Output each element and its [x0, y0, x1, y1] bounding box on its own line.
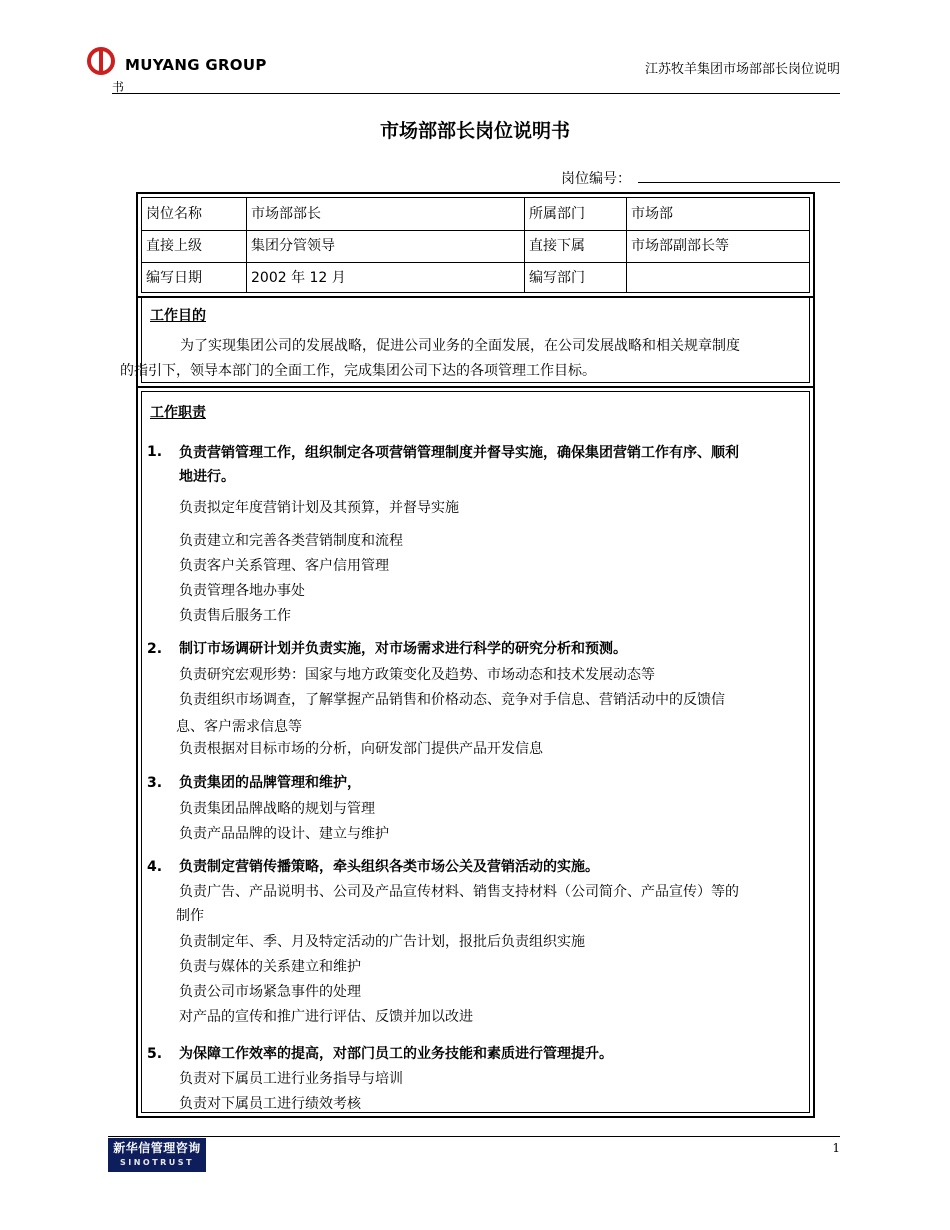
- duty-title: 负责制定营销传播策略，牵头组织各类市场公关及营销活动的实施。: [179, 859, 599, 875]
- duty-item: 负责组织市场调查，了解掌握产品销售和价格动态、竞争对手信息、营销活动中的反馈信: [179, 692, 725, 708]
- running-header-title-wrap: 书: [112, 80, 125, 94]
- header-rule: [112, 93, 840, 94]
- page-title: 市场部部长岗位说明书: [379, 120, 570, 142]
- position-code-label: 岗位编号：: [561, 171, 631, 187]
- duty-item-cont: 息、客户需求信息等: [176, 719, 302, 735]
- duty-item: 负责售后服务工作: [179, 608, 291, 624]
- brand-name: MUYANG GROUP: [125, 56, 267, 74]
- running-header-title: 江苏牧羊集团市场部部长岗位说明: [644, 62, 840, 77]
- info-table: [136, 192, 815, 298]
- duty-item: 负责制定年、季、月及特定活动的广告计划，报批后负责组织实施: [179, 934, 585, 950]
- page-number: 1: [832, 1141, 840, 1155]
- label-position-name: 岗位名称: [146, 206, 202, 222]
- duty-item: 负责根据对目标市场的分析，向研发部门提供产品开发信息: [179, 741, 543, 757]
- duty-number: 3.: [147, 775, 163, 791]
- duty-item: 负责集团品牌战略的规划与管理: [179, 801, 375, 817]
- duty-title: 负责集团的品牌管理和维护，: [179, 775, 361, 791]
- label-direct-subordinate: 直接下属: [529, 238, 585, 254]
- footer-rule: [108, 1136, 840, 1137]
- muyang-logo-icon: [86, 46, 116, 76]
- label-written-department: 编写部门: [529, 270, 585, 286]
- table-row: [142, 262, 809, 294]
- duty-number: 5.: [147, 1046, 163, 1062]
- table-row: [142, 198, 809, 230]
- value-written-date: 2002 年 12 月: [251, 270, 346, 286]
- purpose-line-1: 为了实现集团公司的发展战略，促进公司业务的全面发展，在公司发展战略和相关规章制度: [180, 338, 740, 354]
- duties-heading: 工作职责: [150, 405, 206, 421]
- label-department: 所属部门: [529, 206, 585, 222]
- label-written-date: 编写日期: [146, 270, 202, 286]
- value-position-name: 市场部部长: [251, 206, 321, 222]
- value-direct-subordinate: 市场部副部长等: [631, 238, 729, 254]
- purpose-text: [120, 334, 810, 383]
- table-row: [142, 230, 809, 262]
- duty-title: 负责营销管理工作，组织制定各项营销管理制度并督导实施，确保集团营销工作有序、顺利: [179, 445, 739, 461]
- duty-item: 负责研究宏观形势：国家与地方政策变化及趋势、市场动态和技术发展动态等: [179, 667, 655, 683]
- sinotrust-logo: [108, 1138, 206, 1172]
- duty-item-cont: 制作: [176, 908, 204, 924]
- position-code-field[interactable]: [638, 182, 840, 183]
- duty-item: 负责产品品牌的设计、建立与维护: [179, 826, 389, 842]
- value-written-department: [627, 262, 631, 294]
- sinotrust-logo-cn: 新华信管理咨询: [113, 1141, 201, 1155]
- duty-item: 负责客户关系管理、客户信用管理: [179, 558, 389, 574]
- duty-number: 1.: [147, 444, 163, 460]
- duty-item: 负责公司市场紧急事件的处理: [179, 984, 361, 1000]
- duty-item: 负责对下属员工进行业务指导与培训: [179, 1071, 403, 1087]
- duty-item: 负责广告、产品说明书、公司及产品宣传材料、销售支持材料（公司简介、产品宣传）等的: [179, 884, 739, 900]
- duty-item: 负责拟定年度营销计划及其预算，并督导实施: [179, 500, 459, 516]
- label-direct-superior: 直接上级: [146, 238, 202, 254]
- duty-item: 负责与媒体的关系建立和维护: [179, 959, 361, 975]
- sinotrust-logo-en: SINOTRUST: [119, 1158, 195, 1167]
- duty-number: 4.: [147, 859, 163, 875]
- duty-item: 负责管理各地办事处: [179, 583, 305, 599]
- value-direct-superior: 集团分管领导: [251, 238, 335, 254]
- duty-title-cont: 地进行。: [179, 469, 235, 485]
- purpose-heading: 工作目的: [150, 308, 206, 324]
- value-department: 市场部: [631, 206, 673, 222]
- purpose-section: [120, 296, 815, 388]
- purpose-line-2: 的指引下，领导本部门的全面工作，完成集团公司下达的各项管理工作目标。: [120, 362, 596, 379]
- duty-title: 为保障工作效率的提高，对部门员工的业务技能和素质进行管理提升。: [179, 1046, 613, 1062]
- duty-title: 制订市场调研计划并负责实施，对市场需求进行科学的研究分析和预测。: [179, 641, 627, 657]
- duty-item: 负责对下属员工进行绩效考核: [179, 1096, 361, 1112]
- duty-item: 对产品的宣传和推广进行评估、反馈并加以改进: [179, 1009, 473, 1025]
- duty-number: 2.: [147, 641, 163, 657]
- duty-item: 负责建立和完善各类营销制度和流程: [179, 533, 403, 549]
